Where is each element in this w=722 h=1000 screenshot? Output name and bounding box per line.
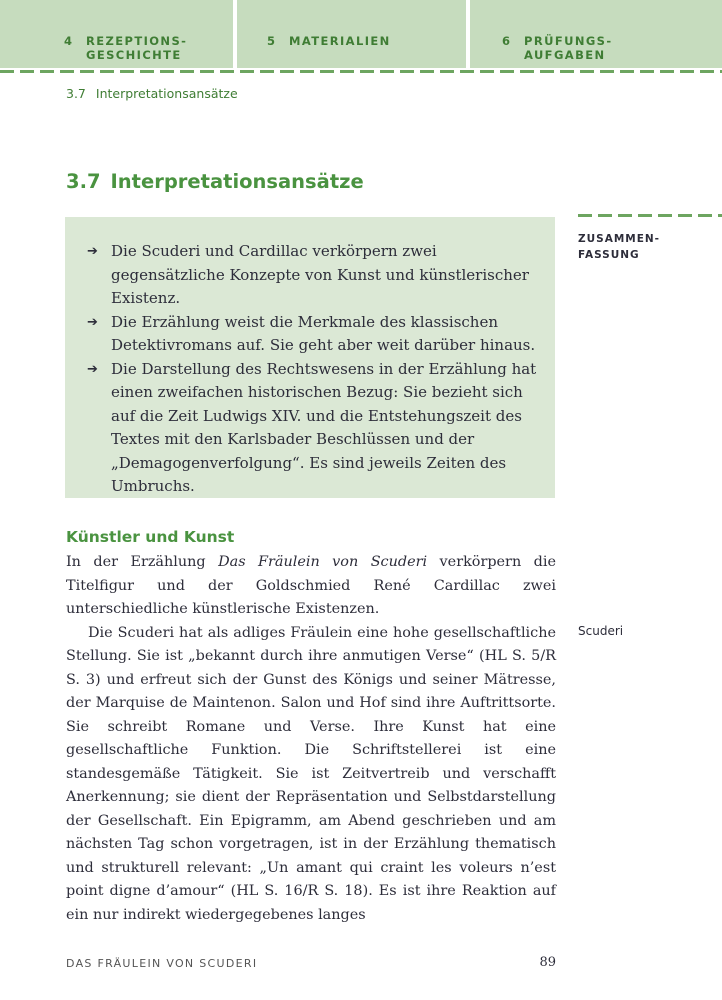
arrow-right-icon: ➔ [87, 361, 98, 377]
breadcrumb-label: Interpretationsansätze [95, 86, 238, 101]
chapter-number: 3.7 [66, 170, 101, 193]
paragraph: Die Scuderi hat als adliges Fräulein eine hohe gesellschaftliche Stellung. Sie ist „bekannt durch ihre anmutigen Verse“ (HL S. 5/R S. 3) und erfreut sich der Gunst des Königs und seiner Mätresse, der Marquise de Maintenon. Salon und Hof sind ihre Auftrittsorte. Sie schreibt Romane und Verse. Ihre Kunst hat eine gesellschaftliche Funktion. Die Schriftstellerei ist eine standesgemäße Tätigkeit. Sie ist Zeitvertreib und verschafft Anerkennung; sie dient der Repräsentation und Selbstdarstellung der Gesellschaft. Ein Epigramm, am Abend geschrieben und am nächsten Tag schon vorgetragen, ist in der Erzählung thematisch und strukturell relevant: „Un amant qui craint les voleurs n’est point digne d’amour“ (HL S. 16/R S. 18). Es ist ihre Reaktion auf ein nur indirekt wiedergegebenes langes [66, 624, 556, 923]
summary-side-label: ZUSAMMEN- FASSUNG [578, 233, 661, 261]
summary-side-divider [578, 214, 722, 217]
nav-tab-rezeptionsgeschichte[interactable] [0, 0, 233, 68]
body-text [66, 551, 556, 927]
nav-tab-label: PRÜFUNGS- AUFGABEN [524, 34, 613, 62]
header-dashed-divider [0, 70, 722, 73]
section-heading: Künstler und Kunst [66, 528, 235, 546]
nav-tab-number: 4 [64, 34, 74, 48]
nav-tab-number: 5 [267, 34, 277, 48]
summary-item-text: Die Erzählung weist die Merkmale des klassischen Detektivromans auf. Sie geht aber weit darüber hinaus. [111, 312, 536, 354]
paragraph [66, 551, 556, 622]
chapter-navigation [0, 0, 722, 68]
nav-tab-label: REZEPTIONS- GESCHICHTE [86, 34, 188, 62]
arrow-right-icon: ➔ [87, 244, 98, 259]
chapter-title-text: Interpretationsansätze [110, 170, 364, 193]
summary-item [65, 240, 555, 311]
paragraph-text: verkörpern die Titelfigur und der Goldschmied René Cardillac zwei unterschiedliche künstlerische Existenzen. [66, 554, 556, 617]
nav-tab-materialien[interactable] [237, 0, 466, 68]
summary-list [65, 217, 555, 499]
work-title: Das Fräulein von Scuderi [218, 554, 428, 570]
margin-note: Scuderi [578, 624, 624, 638]
nav-tab-number: 6 [502, 34, 512, 48]
summary-box [65, 217, 555, 498]
nav-tab-label: MATERIALIEN [289, 34, 391, 48]
summary-item-text: Die Scuderi und Cardillac verkörpern zwei gegensätzliche Konzepte von Kunst und künstlerischer Existenz. [111, 242, 529, 307]
footer-book-title: DAS FRÄULEIN VON SCUDERI [66, 957, 258, 970]
arrow-right-icon: ➔ [87, 314, 98, 330]
summary-item-text: Die Darstellung des Rechtswesens in der Erzählung hat einen zweifachen historischen Bezug: Sie bezieht sich auf die Zeit Ludwigs XIV. und die Entstehungszeit des Textes mit den Karlsbader Beschlüssen und der „Demagogenverfolgung“. Es sind jeweils Zeiten des Umbruchs. [111, 359, 537, 495]
summary-item [65, 311, 555, 358]
paragraph-text: In der Erzählung [66, 554, 219, 570]
page-number: 89 [539, 955, 556, 970]
chapter-title [66, 170, 364, 193]
nav-tab-pruefungsaufgaben[interactable] [470, 0, 722, 68]
breadcrumb [66, 86, 238, 101]
breadcrumb-number: 3.7 [66, 86, 86, 101]
summary-item [65, 358, 555, 499]
